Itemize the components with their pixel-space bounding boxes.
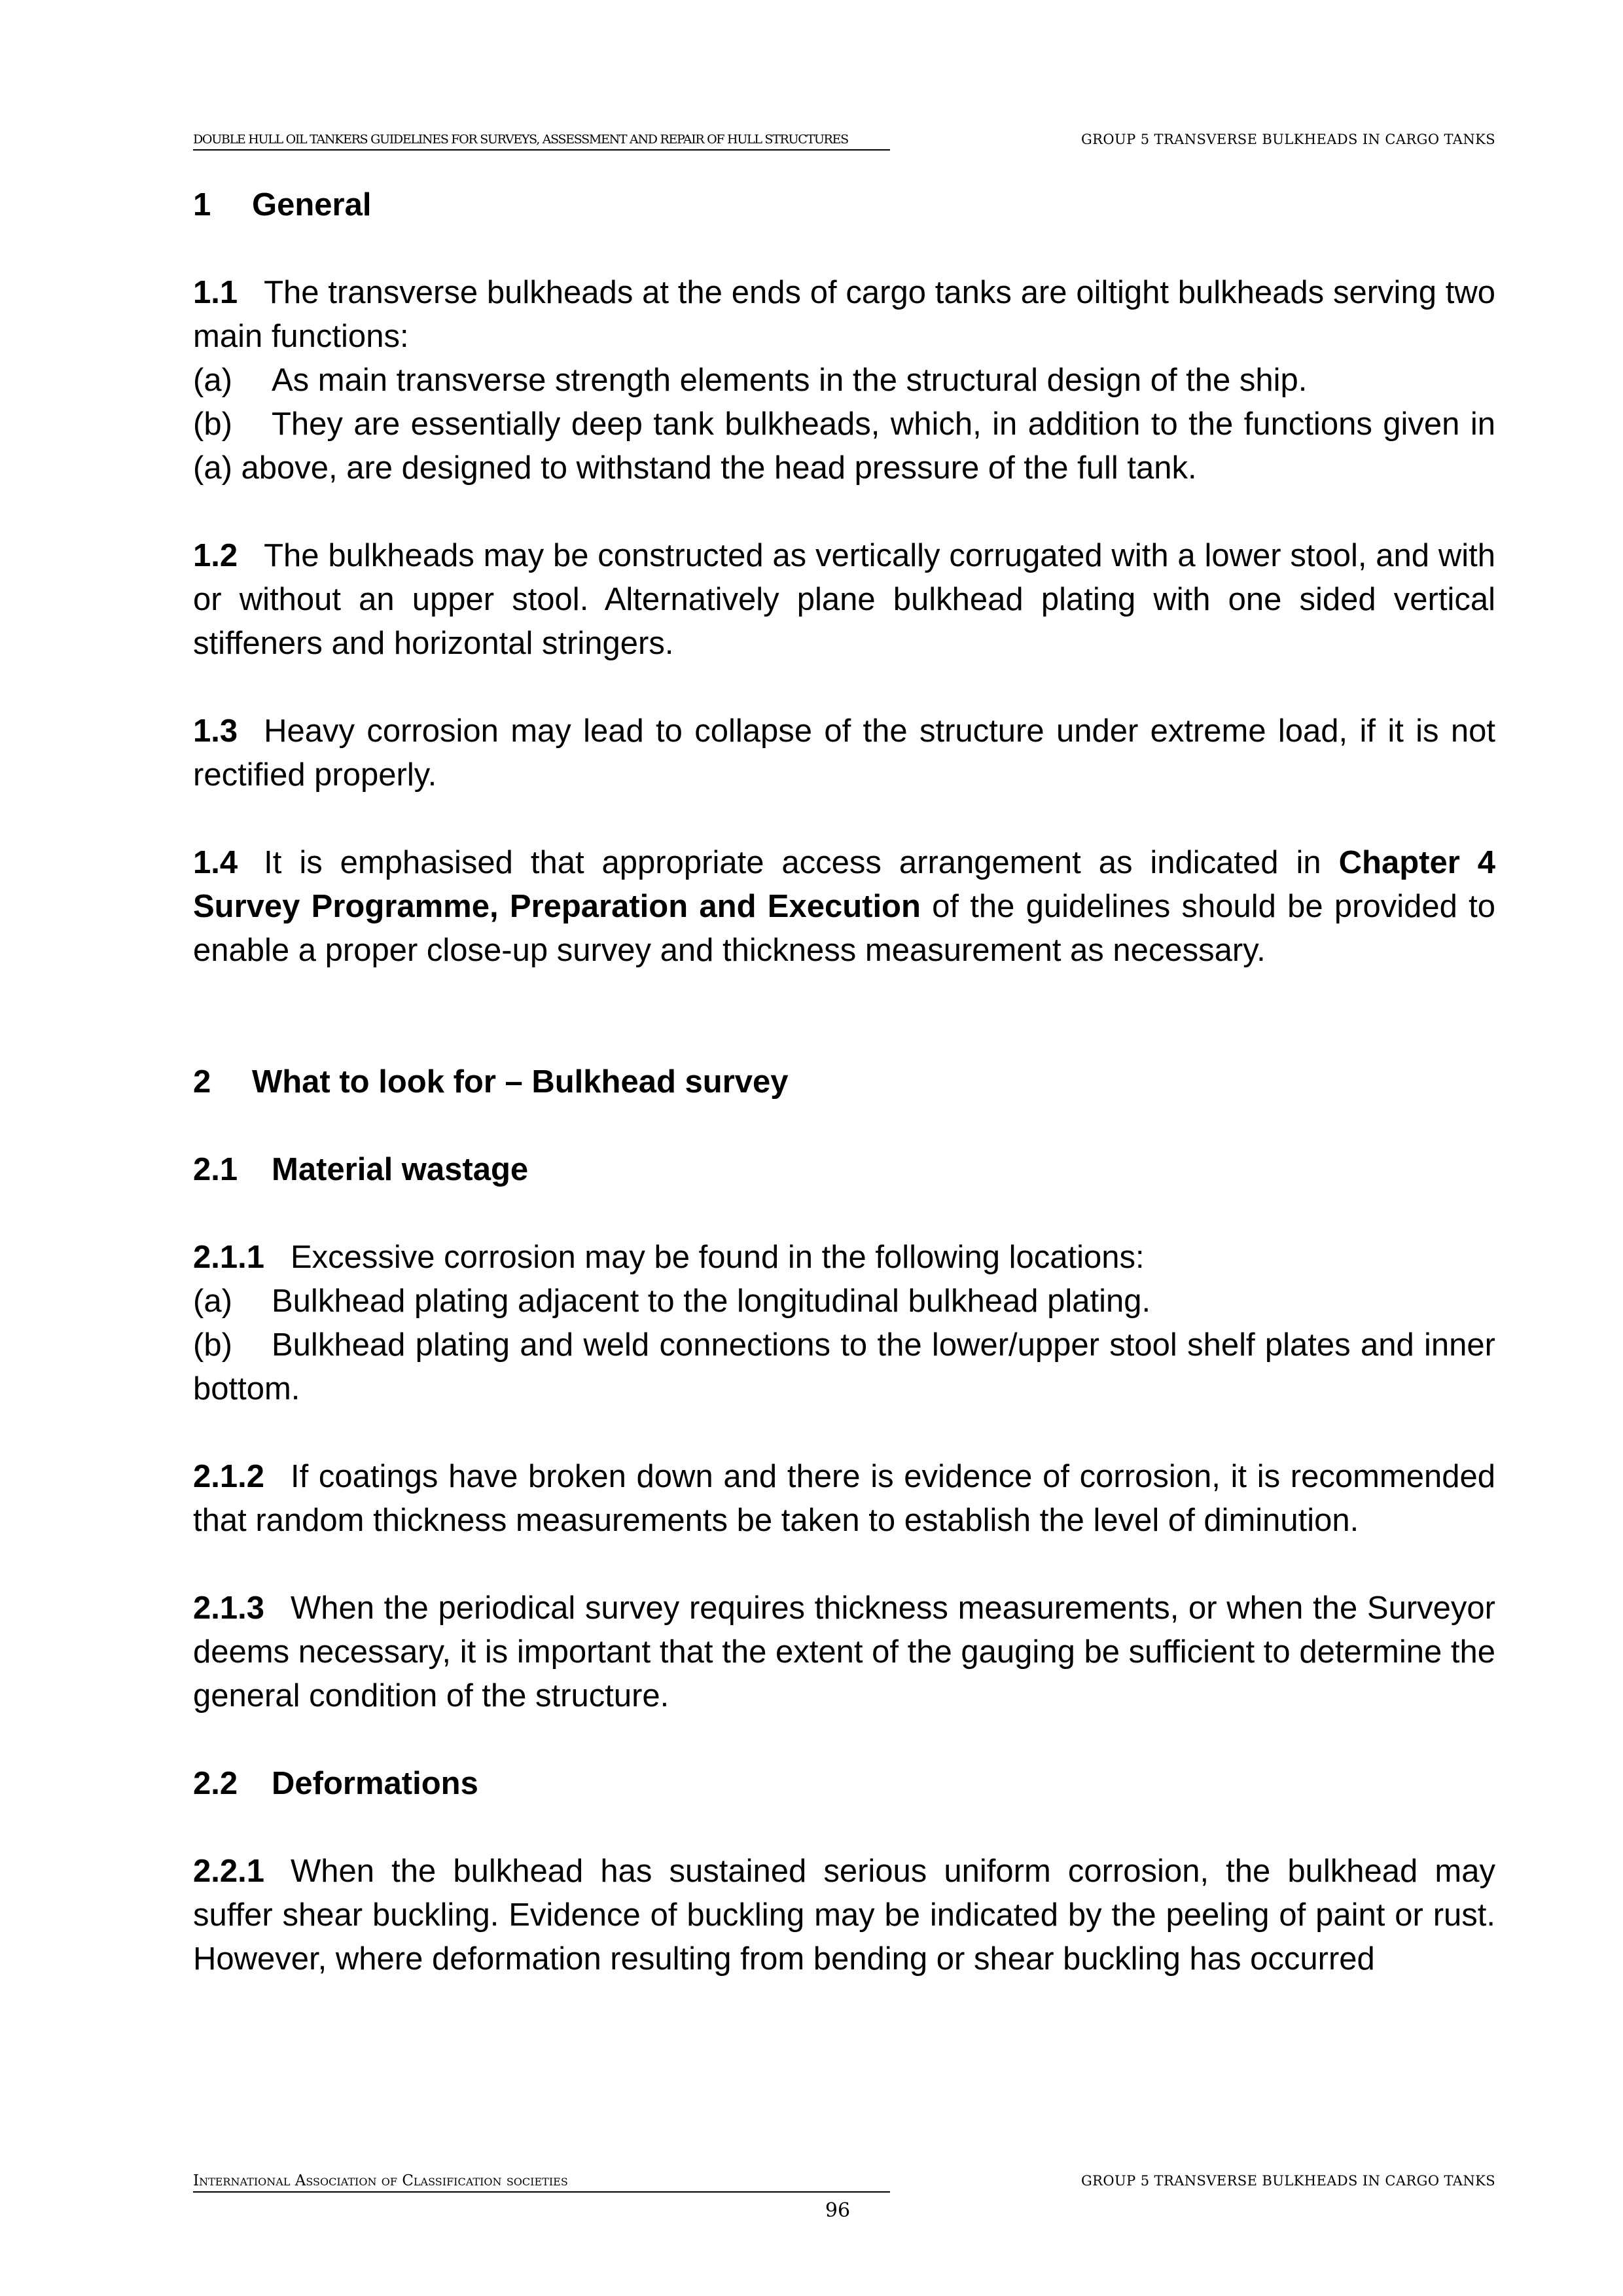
chapter-reference: Chapter 4 Survey Programme, Preparation and Execution <box>193 845 1495 924</box>
paragraph-number: 2.1.3 <box>193 1590 264 1626</box>
list-label: (a) <box>193 363 232 398</box>
section-2-heading <box>193 1060 1495 1104</box>
list-label: (a) <box>193 1283 232 1319</box>
list-item-b <box>193 1323 1495 1411</box>
section-number: 1 <box>193 187 211 223</box>
paragraph-text: If coatings have broken down and there is evidence of corrosion, it is recommended that random thickness measurements be taken to establish the level of diminution. <box>193 1459 1495 1538</box>
list-item-b <box>193 403 1495 490</box>
header-section-title: GROUP 5 TRANSVERSE BULKHEADS IN CARGO TANKS <box>1081 132 1495 147</box>
list-label: (b) <box>193 406 232 442</box>
list-text: Bulkhead plating adjacent to the longitudinal bulkhead plating. <box>272 1283 1151 1319</box>
list-text: As main transverse strength elements in the structural design of the ship. <box>272 363 1308 398</box>
section-number: 2.2 <box>193 1766 238 1801</box>
list-item <box>193 1280 1495 1323</box>
paragraph-number: 1.3 <box>193 713 238 749</box>
section-1-heading <box>193 183 1495 227</box>
footer-section-title: GROUP 5 TRANSVERSE BULKHEADS IN CARGO TANKS <box>1081 2173 1495 2189</box>
list-item <box>193 359 1495 403</box>
paragraph-number: 1.2 <box>193 538 238 573</box>
running-footer <box>193 2172 1495 2198</box>
paragraph-number: 2.1.1 <box>193 1240 264 1275</box>
paragraph-2-1-3 <box>193 1587 1495 1718</box>
section-title: General <box>252 187 372 223</box>
paragraph-1-3 <box>193 709 1495 797</box>
paragraph-text: The bulkheads may be constructed as vertically corrugated with a lower stool, and with or without an upper stool. Alternatively plane bulkhead plating with one sided vertical stiffeners and horizontal stringers. <box>193 538 1495 661</box>
list-text: They are essentially deep tank bulkheads, which, in addition to the functions given in (a) above, are designed to withstand the head pressure of the full tank. <box>193 406 1495 486</box>
section-title: Material wastage <box>272 1152 529 1187</box>
paragraph-number: 2.2.1 <box>193 1854 264 1889</box>
paragraph-2-2-1 <box>193 1850 1495 1981</box>
paragraph-1-4 <box>193 841 1495 973</box>
list-label: (b) <box>193 1327 232 1363</box>
paragraph-1-2 <box>193 534 1495 666</box>
footer-organization: International Association of Classification societies <box>193 2172 890 2193</box>
header-document-title: DOUBLE HULL OIL TANKERS GUIDELINES FOR SURVEYS, ASSESSMENT AND REPAIR OF HULL STRUCTURES <box>193 131 890 151</box>
paragraph-2-1-2 <box>193 1455 1495 1543</box>
running-header <box>193 131 1495 152</box>
paragraph-text: The transverse bulkheads at the ends of cargo tanks are oiltight bulkheads serving two main functions: <box>193 275 1495 354</box>
paragraph-text: It is emphasised that appropriate access arrangement as indicated in <box>264 845 1339 880</box>
paragraph-2-1-1 <box>193 1236 1495 1411</box>
paragraph-1-1 <box>193 271 1495 490</box>
paragraph-text: Excessive corrosion may be found in the following locations: <box>290 1240 1145 1275</box>
section-title: Deformations <box>272 1766 478 1801</box>
paragraph-number: 1.1 <box>193 275 238 310</box>
paragraph-number: 2.1.2 <box>193 1459 264 1494</box>
section-2-2-heading <box>193 1762 1495 1806</box>
section-2-1-heading <box>193 1148 1495 1192</box>
page-body <box>193 183 1495 1981</box>
page-number: 96 <box>825 2199 851 2222</box>
list-text: Bulkhead plating and weld connections to the lower/upper stool shelf plates and inner bottom. <box>193 1327 1495 1407</box>
paragraph-number: 1.4 <box>193 845 238 880</box>
paragraph-text: When the periodical survey requires thickness measurements, or when the Surveyor deems necessary, it is important that the extent of the gauging be sufficient to determine the general condition of the structure. <box>193 1590 1495 1713</box>
section-number: 2.1 <box>193 1152 238 1187</box>
section-title: What to look for – Bulkhead survey <box>252 1064 789 1100</box>
paragraph-text: Heavy corrosion may lead to collapse of the structure under extreme load, if it is not rectified properly. <box>193 713 1495 793</box>
section-number: 2 <box>193 1064 211 1100</box>
paragraph-text-continued: of the guidelines should be provided to enable a proper close-up survey and thickness measurement as necessary. <box>193 889 1495 968</box>
paragraph-text: When the bulkhead has sustained serious uniform corrosion, the bulkhead may suffer shear buckling. Evidence of buckling may be indicated by the peeling of paint or rust. However, where deformation resulting from bending or shear buckling has occurred <box>193 1854 1495 1977</box>
